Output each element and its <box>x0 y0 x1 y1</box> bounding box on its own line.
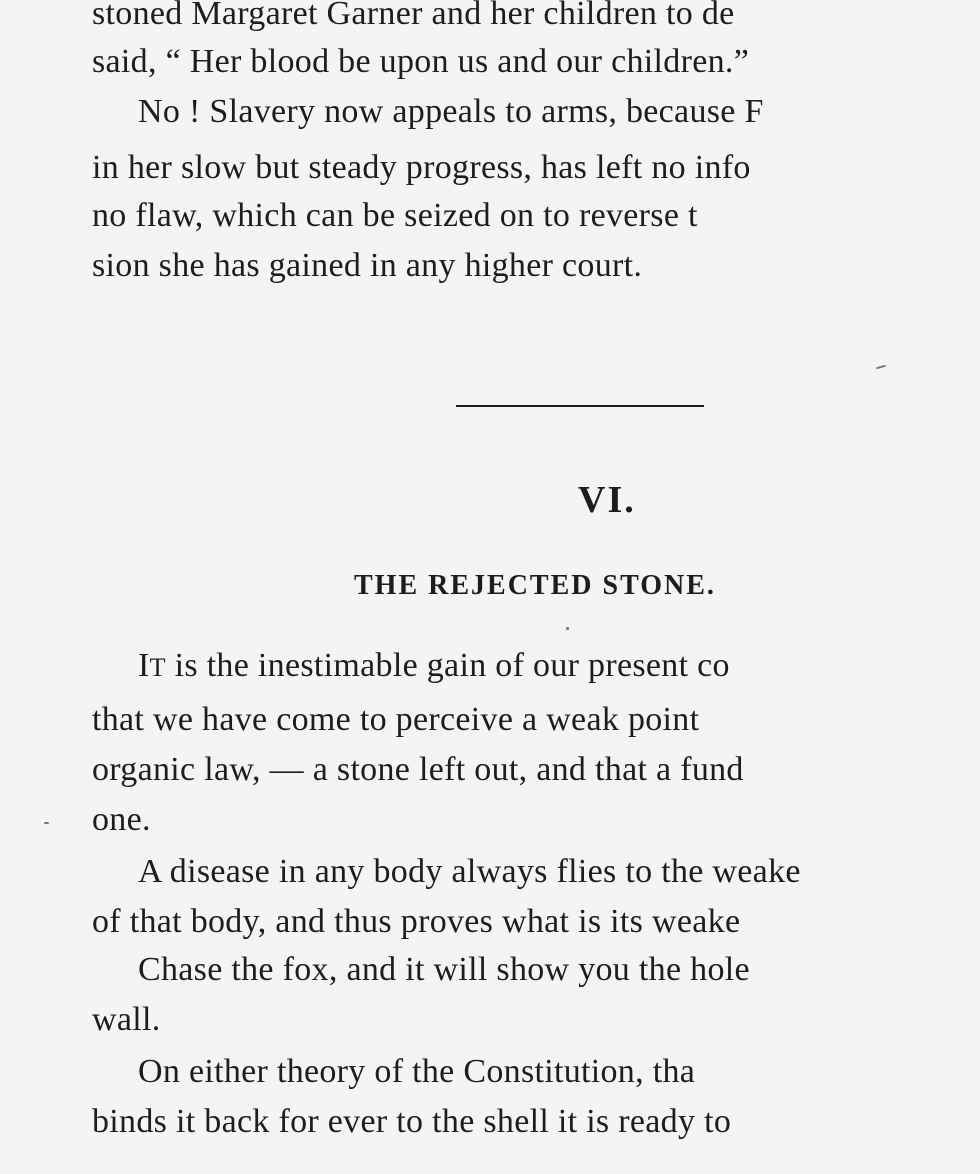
text-line: organic law, — a stone left out, and that a fund <box>92 751 744 788</box>
text-line: sion she has gained in any higher court. <box>92 247 643 284</box>
scan-speck <box>876 365 886 370</box>
scan-speck <box>566 627 569 630</box>
text-line: wall. <box>92 1001 161 1038</box>
text-line: in her slow but steady progress, has left no info <box>92 149 751 186</box>
text-line: A disease in any body always flies to the weake <box>138 853 801 890</box>
scan-speck <box>44 822 49 824</box>
text-line: no flaw, which can be seized on to reverse t <box>92 197 698 234</box>
chapter-number: VI. <box>578 479 636 521</box>
text-line: stoned Margaret Garner and her children to de <box>92 0 735 32</box>
section-divider <box>456 405 704 407</box>
text-line: No ! Slavery now appeals to arms, because F <box>138 93 764 130</box>
small-caps: T <box>149 653 166 682</box>
opening-line-rest: is the inestimable gain of our present co <box>165 647 730 684</box>
text-line-opening <box>138 646 730 688</box>
text-line: that we have come to perceive a weak point <box>92 701 700 738</box>
text-line: said, “ Her blood be upon us and our children.” <box>92 43 750 80</box>
text-line: Chase the fox, and it will show you the hole <box>138 951 750 988</box>
text-line: of that body, and thus proves what is its weake <box>92 903 741 940</box>
text-line: On either theory of the Constitution, tha <box>138 1053 696 1090</box>
text-line: one. <box>92 801 151 838</box>
text-line: binds it back for ever to the shell it is ready to <box>92 1103 732 1140</box>
chapter-title: THE REJECTED STONE. <box>354 570 716 601</box>
drop-initial: I <box>138 647 150 684</box>
